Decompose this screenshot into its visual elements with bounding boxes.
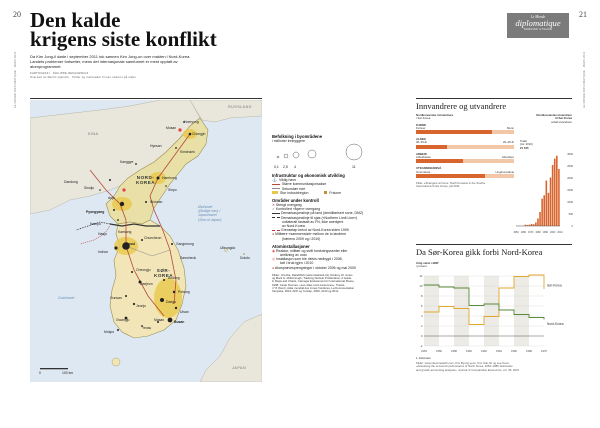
migration-row-left: 30–39 år <box>416 140 428 145</box>
migration-row-bar <box>416 159 514 163</box>
migration-row-label: ALDER <box>416 137 426 142</box>
x-tick-label: 2000 <box>550 231 556 234</box>
migration-left-title: Nordkoreanske innvandrere i Sør-Korea <box>416 113 454 121</box>
x-tick-label: 1950 <box>513 231 519 234</box>
nuclear-test-site <box>178 128 182 132</box>
nuclear-test-label: Atomprøvesprengninger i oktober 2006 og mai 2009 <box>274 265 356 270</box>
border-legend-title: Områder under kontroll <box>272 198 319 204</box>
lede-line3: atomprogrammet. <box>30 64 62 69</box>
source-line: Kilder: Unocha, ReliefWeb (www.reliefweb.int); Rodney W. Jones <box>272 272 353 277</box>
emigrant-bar <box>537 219 539 226</box>
closed-crossing-icon: ✕ <box>272 203 276 208</box>
emigrant-bar-chart <box>512 124 574 236</box>
migration-row-bar <box>416 130 514 134</box>
city-label: Jeonju <box>136 304 146 308</box>
x-tick-label: 2010 <box>557 231 563 234</box>
city-label: Musan <box>166 126 177 130</box>
y-tick-label: -2 <box>420 344 423 348</box>
anchor-icon: ⚓ <box>272 177 277 183</box>
city-label: Pohang <box>178 290 190 294</box>
data-point <box>544 319 545 320</box>
emigrant-bar <box>554 159 556 226</box>
yellow-swatch-icon <box>272 191 278 194</box>
data-point <box>484 316 485 317</box>
gdp-top-rule <box>416 244 572 245</box>
city-label: Ulsan <box>180 310 189 314</box>
city-label: Gunsan <box>110 296 122 300</box>
city-label: Kimchaek <box>180 150 195 154</box>
migration-row-left: Grunnskole <box>416 169 431 174</box>
chart-band <box>424 276 439 346</box>
dismantled-icon: ◎ <box>272 257 277 262</box>
city-label: Hoeryong <box>184 120 199 124</box>
right-page-number: 21 <box>579 10 587 19</box>
city-label: Chuncheon <box>144 236 162 240</box>
source-line: 1998; César Ducruet, «Les villes nord-coréennes», Tracés, <box>272 282 346 287</box>
x-tick-label: 1990 <box>542 231 548 234</box>
data-point <box>439 287 440 288</box>
left-side-text: LE MONDE DIPLOMATIQUE · MARS 2011 <box>14 51 17 108</box>
data-point <box>424 312 425 313</box>
data-point <box>529 317 530 318</box>
emigrant-bar <box>556 156 558 226</box>
emigrant-bar <box>541 199 543 226</box>
scale-bar <box>40 368 68 369</box>
dmz-label: Demarkasjonslinje på land (demilitarisert sone, DMZ) <box>280 211 364 216</box>
left-page-number: 20 <box>13 10 21 19</box>
right-side-text: LE MONDE DIPLOMATIQUE · MARS 2011 <box>583 51 586 108</box>
migration-row <box>416 138 514 149</box>
city-label: Anju <box>108 196 115 200</box>
city-label: Gwangju <box>116 318 130 322</box>
emigrant-bar <box>550 178 552 226</box>
gdp-footnote: 1. Estimater <box>416 356 431 360</box>
data-point <box>514 314 515 315</box>
data-point <box>544 288 545 289</box>
clashes-label: Militære «sammenstøt» mellom de to landene <box>275 232 347 237</box>
city-label: Andong <box>168 276 180 280</box>
y-tick-label: 6 <box>420 304 423 308</box>
migration-row-left: Kvinner <box>416 125 426 130</box>
gdp-source: Kilder: www.nkeconwatch.com, Kim Byung-yeon, Kim Suk Jin og Lee Keun, «Assessing the economic performance of North Korea, 1954–1989: Estimates and growth accounting analysis», Journal of Comparative Economics, vol. 35, 2007. <box>416 361 520 372</box>
city-label: Busan <box>174 320 185 324</box>
map-legend <box>272 134 392 294</box>
emigrant-bar <box>546 181 548 226</box>
population-circles <box>272 143 392 165</box>
city-label: Kaesong <box>118 230 132 234</box>
legend-item-main-route-label: Større kommunikasjonsakse <box>282 182 327 187</box>
byline: KARTOGRAFI · PHILIPPE REKACEWICZ <box>30 72 89 75</box>
city-label: Gangneung <box>176 242 194 246</box>
nll-label: Demarkasjonslinje til sjøs («Northern Limit Line») <box>280 215 358 220</box>
city-label: Sinuiju <box>84 186 95 190</box>
data-point <box>424 285 425 286</box>
legend-dismantled-cont: tatt i bruk igjen i 2010 <box>280 261 314 266</box>
emigrant-bar <box>539 212 541 226</box>
x-tick-label: 1970 <box>541 350 547 353</box>
jeju-island <box>112 358 120 366</box>
data-point <box>454 308 455 309</box>
dmz-line-icon <box>272 213 280 214</box>
city-label: Mokpo <box>104 330 115 334</box>
city-label: Samcheok <box>180 256 197 260</box>
legend-clashes-cont: (hærens 2009 og i 2010) <box>282 236 321 241</box>
closed-crossing-label: Stengt overgang <box>275 203 302 208</box>
red-line-icon <box>272 184 280 185</box>
data-point <box>499 288 500 289</box>
y-tick-label: 12 <box>419 274 423 278</box>
y-tick-label: 2 <box>420 324 423 328</box>
island-label: Dokdo <box>240 256 250 260</box>
migration-row-label: UTDANNINGSNIVÅ <box>416 166 442 171</box>
lede-line2: Landets problemer fortsetter, mens det internasjonale samfunnet er mest opptatt av <box>30 59 178 64</box>
article-title-line1: Den kalde <box>30 8 121 32</box>
scale-start: 0 <box>39 371 41 375</box>
gdp-line-chart <box>416 270 574 356</box>
x-tick-label: 1954 <box>421 350 427 353</box>
source-line: n° 8 (hiver), Atlas mondial des zones frontières, La Documentation <box>272 286 355 291</box>
legend-sources <box>272 274 392 294</box>
migration-row-left: Arbeidsløse <box>416 155 431 160</box>
emigrant-bar <box>529 225 531 226</box>
city-label: Yeosu <box>142 326 152 330</box>
clash-icon: ● <box>272 232 276 237</box>
migration-row <box>416 124 514 135</box>
article-title-line2: krigens siste konflikt <box>30 27 217 51</box>
data-point <box>439 306 440 307</box>
circle-value: 4 <box>294 165 296 170</box>
data-point <box>469 324 470 325</box>
map-top-rule <box>30 98 262 99</box>
emigrant-bar <box>552 165 554 226</box>
migration-row-right: Menn <box>507 125 514 130</box>
nuclear-legend-title: Atominstallasjoner <box>272 243 310 249</box>
migration-source: Kilde: «Strangers at home: North Koreans in the South», International Crisis Group, juli 2011. <box>416 180 486 189</box>
east-sea-line1: Østhavet <box>198 205 213 209</box>
population-legend-sub: i millioner innbyggere <box>272 139 306 143</box>
data-point <box>469 305 470 306</box>
industrial-region-southeast <box>154 278 182 318</box>
east-sea-line2: (Østlige hav) / <box>198 209 221 214</box>
migration-row-bar-fill <box>416 145 447 149</box>
data-point <box>529 275 530 276</box>
source-line: in Maps and Charts, Carnegie Endowment for International Peace, <box>272 279 355 284</box>
publication-logo <box>507 13 569 38</box>
city-label: Sinpo <box>168 188 177 192</box>
map-label-russia: RUSSLAND <box>228 105 252 109</box>
city-label: Hyesan <box>150 144 162 148</box>
migration-row <box>416 153 514 164</box>
logo-main-text: diplomatique <box>515 18 561 28</box>
emigrant-bar <box>533 224 535 226</box>
east-sea-line3: Japanhavet <box>198 213 217 218</box>
emigrant-bar <box>543 195 545 226</box>
y-tick-label: 1500 <box>567 189 573 192</box>
migration-rows <box>416 124 514 178</box>
chart-band <box>454 276 469 346</box>
city-label: Pyongyang <box>86 210 105 214</box>
x-tick-label: 1960 <box>520 231 526 234</box>
map-label-china: KINA <box>88 132 99 136</box>
x-tick-label: 1968 <box>526 350 532 353</box>
migration-row-label: ARBEID <box>416 151 427 156</box>
migration-row-bar-fill <box>416 174 485 178</box>
circle-value: 0,1 <box>274 165 279 170</box>
x-tick-label: 1956 <box>436 350 442 353</box>
byline-sub: Oversatt av Martin Gjelsvik · Kilder og merknader finnes nederst på siden <box>30 76 137 79</box>
dashed-line-icon <box>272 217 280 218</box>
y-tick-label: 8 <box>420 294 423 298</box>
infra-legend-title: Infrastruktur og økonomisk utvikling <box>272 173 345 179</box>
migration-right-title: Nordkoreanske utvandrere til Sør-Korea antall utvandrere <box>536 113 572 124</box>
city-label: Daejeon <box>140 282 153 286</box>
data-point <box>499 310 500 311</box>
city-label: Inchon <box>98 250 109 254</box>
legend-nuclear-test <box>272 266 392 270</box>
reactor-label: Reaktor, militær og sivilt forskningssenter eller <box>276 248 348 253</box>
circle-value: 2,5 <box>283 165 288 170</box>
open-crossing-icon: ✓ <box>272 207 276 212</box>
north-korea-line1: NORD- <box>136 175 155 180</box>
y-tick-label: 10 <box>419 284 423 288</box>
city-label: Kanggye <box>120 160 134 164</box>
x-tick-label: 1962 <box>481 350 487 353</box>
chart-band <box>484 276 499 346</box>
population-legend-title: Befolkning i byområdene <box>272 134 323 139</box>
migration-row-bar <box>416 174 514 178</box>
x-tick-label: 1970 <box>528 231 534 234</box>
dokdo-island <box>243 253 245 255</box>
map-label-north-korea <box>136 175 155 185</box>
legend-reactor-cont: anrikning av uran <box>280 253 307 258</box>
north-korea-line2: KOREA <box>136 180 156 185</box>
legend-item-industry <box>272 191 392 195</box>
chart-band <box>514 276 529 346</box>
y-tick-label: 0 <box>571 225 573 228</box>
logo-top-text: Le Monde <box>530 15 546 19</box>
data-point <box>514 276 515 277</box>
x-tick-label: 1964 <box>496 350 502 353</box>
south-korea-line1: SØR- <box>156 268 171 273</box>
series-label-north: Nord-Korea <box>547 322 564 326</box>
data-point <box>484 304 485 305</box>
emigrant-bar <box>531 224 533 226</box>
y-tick-label: 2500 <box>567 165 573 168</box>
source-line: og Mark G. McDonough, Tracking Nuclear Proliferation: A Guide <box>272 276 352 281</box>
grey-line-icon <box>272 188 280 189</box>
city-label: Chongjin <box>192 132 206 136</box>
logo-bottom-text: NORDISK UTGAVE <box>523 28 553 31</box>
gdp-heading: Da Sør-Korea gikk forbi Nord-Korea <box>416 247 543 257</box>
city-label: Wonsan <box>150 200 163 204</box>
migration-top-rule <box>416 98 572 99</box>
red-dashed-icon <box>272 230 280 231</box>
migration-row-right: 20–29 år <box>502 140 514 145</box>
emigrant-bar <box>535 222 537 226</box>
migration-row-label: KJØNN <box>416 122 426 127</box>
nuclear-test-icon: ● <box>272 265 275 270</box>
migration-annotation: Totalt (tot. 2010) 21 165 <box>520 139 533 150</box>
reactor-icon: ◉ <box>272 248 277 253</box>
city-label: Hamhung <box>162 176 177 180</box>
y-tick-label: 4 <box>420 314 423 318</box>
migration-row-right: Ungdomsskole <box>495 169 514 174</box>
circle-value: 11 <box>352 165 356 170</box>
migration-row-bar-fill <box>416 130 492 134</box>
scale-end: 100 km <box>62 371 74 375</box>
legend-nll-cont: unilateralt fastsatt av FN, ikke anerkjent <box>282 219 344 224</box>
migration-row <box>416 167 514 178</box>
migration-heading: Innvandrere og utvandrere <box>416 101 507 111</box>
island-label: Ulleungdo <box>220 246 236 250</box>
migration-row-bar <box>416 145 514 149</box>
x-tick-label: 1960 <box>466 350 472 353</box>
x-tick-label: 1980 <box>535 231 541 234</box>
y-tick-label: 1000 <box>567 201 573 204</box>
nuclear-site-yongbyon <box>122 188 126 192</box>
y-tick-label: 3000 <box>567 153 573 156</box>
city-label: Masan <box>154 318 165 322</box>
emigrant-bar <box>558 169 560 226</box>
lede-line1: Da Kim Jong-il døde i september 2011 tok sønnen Kim Jong-un over makten i Nord-Korea. <box>30 54 191 59</box>
claimed-label: Grenseløp krevd av Nord-Korea siden 1999 <box>280 228 349 233</box>
open-crossing-label: Kontrollert «åpen» overgang <box>275 207 321 212</box>
city-label: Seoul <box>126 242 136 246</box>
legend-item-industry-label: Stor industriregion <box>280 190 309 195</box>
y-tick-label: 2000 <box>567 177 573 180</box>
south-korea-line2: KOREA <box>154 273 174 278</box>
y-tick-label: 500 <box>568 213 573 216</box>
city-label: Daegu <box>166 300 176 304</box>
legend-nll-cont2: av Nord-Korea <box>282 224 305 229</box>
city-label: Dandong <box>64 180 78 184</box>
emigrant-bar <box>548 193 550 226</box>
y-tick-label: 0 <box>420 334 423 338</box>
dismantled-label: Installasjon som ble delvis nedbygd i 2008, <box>276 257 343 262</box>
east-sea-line4: (Sea of Japan) <box>198 217 222 222</box>
city-label: Nampo <box>90 222 101 226</box>
data-point <box>454 288 455 289</box>
x-tick-label: 1966 <box>511 350 517 353</box>
map-label-japan: JAPAN <box>232 366 246 370</box>
city-label: Haeju <box>98 232 107 236</box>
map-label-yellow-sea: Gulehavet <box>58 296 75 300</box>
gdp-y-title: Årlig vekst i BNP i prosent <box>416 261 439 269</box>
korea-map <box>30 100 262 382</box>
migration-profile-panel <box>416 114 514 189</box>
map-label-east-sea <box>198 205 222 222</box>
legend-item-freezone-label: Frisone <box>329 190 342 195</box>
migration-row-bar-fill <box>416 159 463 163</box>
x-tick-label: 1958 <box>451 350 457 353</box>
freezone-swatch-icon <box>324 191 327 194</box>
source-line: française, 2010; AFP og Yonhap, 2009, 2010 og 2011. <box>272 289 339 294</box>
series-label-south: Sør-Korea <box>547 283 562 288</box>
legend-item-secondary-route-label: Sekundær rute <box>282 186 306 191</box>
legend-item-port-label: Viktig havn <box>278 178 297 183</box>
migration-row-right: Arbeidere <box>501 155 514 160</box>
city-label: Cheongju <box>136 268 151 272</box>
